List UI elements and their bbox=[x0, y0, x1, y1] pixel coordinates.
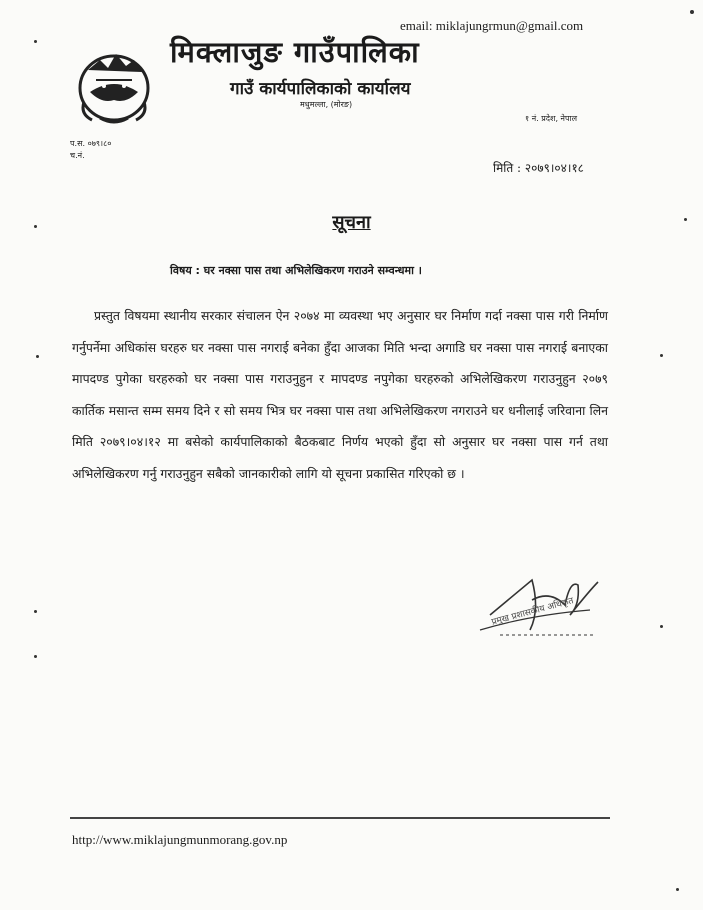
reference-fiscal-year: प.स. ०७९।८० bbox=[70, 139, 112, 148]
scan-speck bbox=[660, 625, 663, 628]
reference-number: च.नं. bbox=[70, 151, 85, 160]
footer-website: http://www.miklajungmunmorang.gov.np bbox=[72, 832, 288, 847]
notice-body: प्रस्तुत विषयमा स्थानीय सरकार संचालन ऐन २०७४ मा व्यवस्था भए अनुसार घर निर्माण गर्दा नक्सा पास गरी निर्माण गर्नुपर्नेमा अधिकांस घरहरु घर नक्सा पास नगराई बनेका हुँदा आजका मिति भन्दा अगाडि घर नक्सा पास नगराई बनाएका मापदण्ड पुगेका घरहरुको घर नक्सा पास गराउनुहुन र मापदण्ड नपुगेका घरहरुको अभिलेखिकरण गराउनुहुन २०७९ कार्तिक मसान्त सम्म समय दिने र सो समय भित्र घर नक्सा पास तथा अभिलेखिकरण नगराउने घर धनीलाई जरिवाना लिन मिति २०७९।०४।१२ मा बसेको कार्यपालिकाको बैठकबाट निर्णय भएको हुँदा सो अनुसार घर नक्सा पास गर्न तथा अभिलेखिकरण गर्नु गराउनुहुन सबैको जानकारीको लागि यो सूचना प्रकासित गरिएको छ । bbox=[72, 308, 608, 481]
signature-stamp: प्रमुख प्रशासकीय अधिकृत bbox=[490, 596, 575, 628]
notice-heading: सूचना bbox=[332, 212, 371, 233]
office-title: मिक्लाजुङ गाउँपालिका bbox=[170, 35, 420, 69]
scan-speck bbox=[34, 610, 37, 613]
scan-speck bbox=[676, 888, 679, 891]
footer-divider bbox=[70, 817, 610, 819]
scan-speck bbox=[660, 354, 663, 357]
scan-speck bbox=[34, 225, 37, 228]
header-email: email: miklajungrmun@gmail.com bbox=[400, 18, 584, 33]
scan-speck bbox=[34, 40, 37, 43]
office-subtitle: गाउँ कार्यपालिकाको कार्यालय bbox=[230, 79, 411, 99]
scan-speck bbox=[684, 218, 687, 221]
office-location: मधुमल्ला, (मोरङ) bbox=[300, 100, 353, 109]
office-province: १ नं. प्रदेश, नेपाल bbox=[525, 114, 578, 123]
notice-heading-wrapper bbox=[0, 210, 703, 234]
notice-date: मिति : २०७९।०४।१८ bbox=[493, 161, 584, 175]
scan-speck bbox=[36, 355, 39, 358]
scan-speck bbox=[690, 10, 694, 14]
scan-speck bbox=[34, 655, 37, 658]
notice-subject: विषय : घर नक्सा पास तथा अभिलेखिकरण गराउने सम्वन्धमा । bbox=[170, 264, 422, 277]
nepal-emblem-icon bbox=[74, 40, 154, 130]
